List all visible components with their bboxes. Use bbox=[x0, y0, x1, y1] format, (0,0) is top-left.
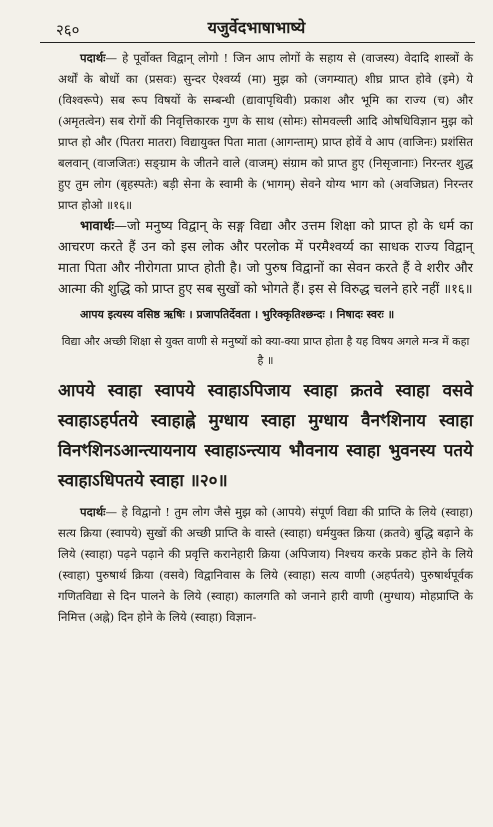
page-body bbox=[58, 48, 473, 628]
mantra-metadata: आपय इत्यस्य वसिष्ठ ऋषिः । प्रजापतिर्देवता । भुरिक्कृतिश्छन्दः । निषादः स्वरः ॥ bbox=[80, 308, 395, 321]
running-title: यजुर्वेदभाषाभाष्ये bbox=[207, 18, 306, 37]
mantra-intro: विद्या और अच्छी शिक्षा से युक्त वाणी से मनुष्यों को क्या-क्या प्राप्त होता है यह विषय अगले मन्त्र में कहा है ॥ bbox=[61, 335, 470, 367]
padarth-paragraph-1 bbox=[58, 48, 473, 216]
bhavarth-text: —जो मनुष्य विद्वान् के सङ्ग विद्या और उत्तम शिक्षा को प्राप्त हो के धर्म का आचरण करते हैं उन को इस लोक और परलोक में परमैश्वर्य्य का साधक राज्य विद्वान् माता पिता और नीरोगता प्राप्त होती है। जो पुरुष विद्वानों का सेवन करते हैं वे शरीर और आत्मा की शुद्धि को प्राप्त हुए सब सुखों को भोगते हैं। इस से विरुद्ध चलने हारे नहीं ॥१६॥ bbox=[58, 219, 473, 297]
bhavarth-paragraph bbox=[58, 216, 473, 300]
bhavarth-lead: भावार्थः bbox=[80, 219, 115, 234]
padarth-paragraph-2 bbox=[58, 502, 473, 628]
padarth2-lead: पदार्थः bbox=[80, 505, 106, 519]
padarth-lead: पदार्थः bbox=[80, 51, 106, 65]
page-number: २६० bbox=[56, 21, 80, 39]
mantra-text: आपये स्वाहा स्वापये स्वाहाऽपिजाय स्वाहा क्रतवे स्वाहा वसवे स्वाहाऽहर्पतये स्वाहाह्ने मुग्धाय स्वाहा मुग्धाय वैनꣳशिनाय स्वाहा विनꣳशिनऽआन्त्यायनाय स्वाहाऽन्त्याय भौवनाय स्वाहा भुवनस्य पतये स्वाहाऽधिपतये स्वाहा ॥२०॥ bbox=[58, 381, 473, 491]
header-rule bbox=[40, 42, 475, 43]
padarth2-text: — हे विद्वानो ! तुम लोग जैसे मुझ को (आपये) संपूर्ण विद्या की प्राप्ति के लिये (स्वाहा) सत्य क्रिया (स्वापये) सुखों की अच्छी प्राप्ति के वास्ते (स्वाहा) धर्मयुक्त क्रिया (क्रतवे) बुद्धि बढ़ाने के लिये (स्वाहा) पढ़ने पढ़ाने की प्रवृत्ति करानेहारी क्रिया (अपिजाय) निश्चय करके प्रकट होने के लिये (स्वाहा) पुरुषार्थ क्रिया (वसवे) विद्वानिवास के लिये (स्वाहा) सत्य वाणी (अहर्पतये) पुरुषार्थपूर्वक गणितविद्या से दिन पालने के लिये (स्वाहा) कालगति को जनाने हारी वाणी (मुग्धाय) मोहप्राप्ति के निमित्त (अह्ने) दिन होने के लिये (स्वाहा) विज्ञान- bbox=[58, 505, 473, 624]
padarth-text: — हे पूर्वोक्त विद्वान् लोगो ! जिन आप लोगों के सहाय से (वाजस्य) वेदादि शास्त्रों के अर्थों के बोधों का (प्रसवः) सुन्दर ऐश्वर्य्य (मा) मुझ को (जगम्यात्) शीघ्र प्राप्त होवे (इमे) ये (विश्वरूपे) सब रूप विषयों के सम्बन्धी (द्यावापृथिवी) प्रकाश और भूमि का राज्य (च) और (अमृतत्वेन) सब रोगों की निवृत्तिकारक गुण के साथ (सोमः) सोमवल्ली आदि ओषधिविज्ञान मुझ को प्राप्त हो और (पितरा मातरा) विद्यायुक्त पिता माता (आगन्ताम्) प्राप्त होवें वे आप (वाजिनः) प्रशंसित बलवान् (वाजजितः) सङ्ग्राम के जीतने वाले (वाजम्) संग्राम को प्राप्त हुए (निसृजानाः) निरन्तर शुद्ध हुए तुम लोग (बृहस्पतेः) बड़ी सेना के स्वामी के (भागम्) सेवने योग्य भाग को (अवजिघ्रत) निरन्तर प्राप्त होओ ॥१६॥ bbox=[58, 51, 473, 212]
page-header bbox=[40, 16, 473, 42]
